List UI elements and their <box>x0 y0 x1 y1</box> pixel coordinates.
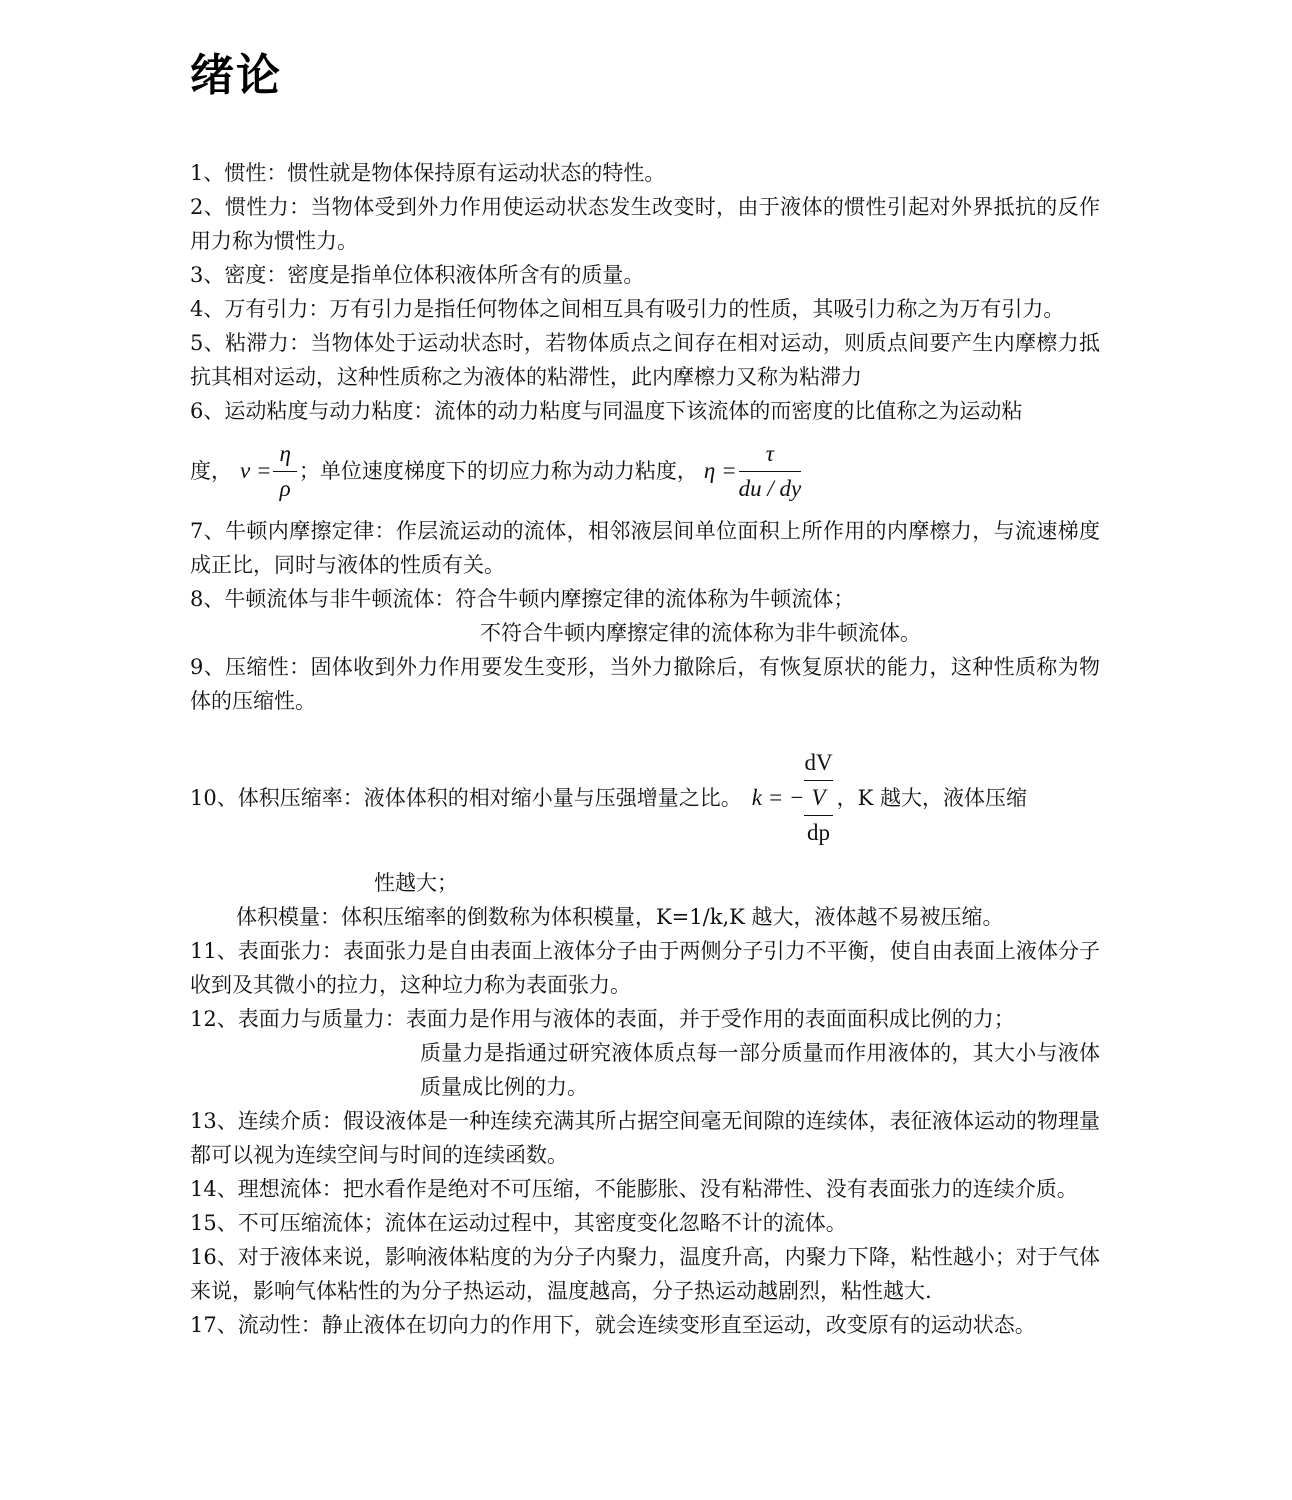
item-10-suffix: ，K 越大，液体压缩 <box>836 786 1027 810</box>
eta-numerator: τ <box>739 437 802 472</box>
item-13: 13、连续介质：假设液体是一种连续充满其所占据空间毫无间隙的连续体，表征液体运动的物理量都可以视为连续空间与时间的连续函数。 <box>190 1109 1100 1167</box>
item-8: 8、牛顿流体与非牛顿流体：符合牛顿内摩擦定律的流体称为牛顿流体； <box>190 587 855 611</box>
item-10: 10、体积压缩率：液体体积的相对缩小量与压强增量之比。 <box>190 786 742 810</box>
k-mid: V <box>804 780 832 816</box>
item-8-continued: 不符合牛顿内摩擦定律的流体称为非牛顿流体。 <box>480 621 921 645</box>
bulk-modulus: 体积模量：体积压缩率的倒数称为体积模量，K=1/k,K 越大，液体越不易被压缩。 <box>236 905 1004 929</box>
item-12: 12、表面力与质量力：表面力是作用与液体的表面，并于受作用的表面面积成比例的力； <box>190 1007 1015 1031</box>
k-lhs: k = − <box>751 785 805 810</box>
item-15: 15、不可压缩流体；流体在运动过程中，其密度变化忽略不计的流体。 <box>190 1211 847 1235</box>
eta-fraction <box>739 437 802 506</box>
item-12-continued: 质量力是指通过研究液体质点每一部分质量而作用液体的，其大小与液体质量成比例的力。 <box>420 1041 1100 1099</box>
item-1: 1、惯性：惯性就是物体保持原有运动状态的特性。 <box>190 161 666 185</box>
item-14: 14、理想流体：把水看作是绝对不可压缩，不能膨胀、没有粘滞性、没有表面张力的连续介质。 <box>190 1177 1078 1201</box>
item-17: 17、流动性：静止液体在切向力的作用下，就会连续变形直至运动，改变原有的运动状态。 <box>190 1313 1036 1337</box>
item-7: 7、牛顿内摩擦定律：作层流运动的流体，相邻液层间单位面积上所作用的内摩檫力，与流速梯度成正比，同时与液体的性质有关。 <box>190 519 1100 577</box>
item-10-continued: 性越大； <box>374 871 458 895</box>
item-10-formula-line <box>190 730 1100 866</box>
item-6-formula-line <box>190 428 1100 514</box>
page-title: 绪论 <box>190 50 282 101</box>
k-top: dV <box>804 750 833 775</box>
nu-fraction <box>273 437 296 506</box>
item-6: 6、运动粘度与动力粘度：流体的动力粘度与同温度下该流体的而密度的比值称之为运动粘 <box>190 399 1023 423</box>
item-4: 4、万有引力：万有引力是指任何物体之间相互具有吸引力的性质，其吸引力称之为万有引力。 <box>190 297 1065 321</box>
nu-denominator: ρ <box>279 475 291 501</box>
eta-denominator: du / dy <box>738 475 802 501</box>
item-16: 16、对于液体来说，影响液体粘度的为分子内聚力，温度升高，内聚力下降，粘性越小；对于气体来说，影响气体粘性的为分子热运动，温度越高，分子热运动越剧烈，粘性越大. <box>190 1245 1100 1303</box>
k-fraction <box>804 746 832 850</box>
k-bottom: dp <box>807 820 831 845</box>
eta-lhs: η = <box>703 458 737 483</box>
definitions-list <box>190 156 1100 1342</box>
item-5: 5、粘滞力：当物体处于运动状态时，若物体质点之间存在相对运动，则质点间要产生内摩檫力抵抗其相对运动，这种性质称之为液体的粘滞性，此内摩檫力又称为粘滞力 <box>190 331 1100 389</box>
item-2: 2、惯性力：当物体受到外力作用使运动状态发生改变时，由于液体的惯性引起对外界抵抗的反作用力称为惯性力。 <box>190 195 1100 253</box>
item-3: 3、密度：密度是指单位体积液体所含有的质量。 <box>190 263 645 287</box>
nu-numerator: η <box>273 437 296 472</box>
item-6-prefix: 度， <box>190 459 232 483</box>
nu-lhs: ν = <box>240 458 272 483</box>
item-11: 11、表面张力：表面张力是自由表面上液体分子由于两侧分子引力不平衡，使自由表面上液体分子收到及其微小的拉力，这种垃力称为表面张力。 <box>190 939 1100 997</box>
item-9: 9、压缩性：固体收到外力作用要发生变形，当外力撤除后，有恢复原状的能力，这种性质称为物体的压缩性。 <box>190 655 1100 713</box>
item-6-middle: ；单位速度梯度下的切应力称为动力粘度， <box>298 459 698 483</box>
